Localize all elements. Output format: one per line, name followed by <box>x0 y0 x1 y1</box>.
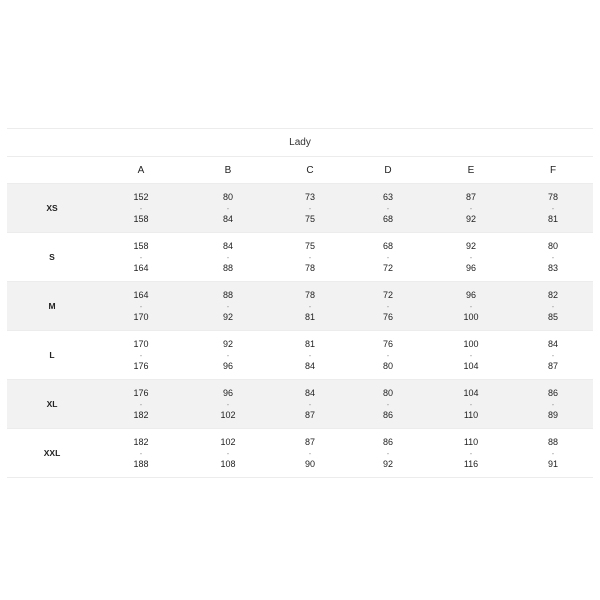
range-separator: - <box>139 204 143 213</box>
measurement-range-cell <box>533 241 573 274</box>
range-separator: - <box>308 449 312 458</box>
range-separator: - <box>551 351 555 360</box>
range-min: 80 <box>547 241 558 251</box>
range-separator: - <box>469 253 473 262</box>
table-title-row <box>7 128 593 157</box>
range-min: 104 <box>463 388 479 398</box>
range-min: 164 <box>133 290 149 300</box>
range-separator: - <box>226 204 230 213</box>
range-separator: - <box>139 253 143 262</box>
column-header-b: B <box>224 165 232 176</box>
column-header-e: E <box>467 165 475 176</box>
range-min: 92 <box>465 241 476 251</box>
measurement-range-cell <box>121 437 161 470</box>
range-max: 85 <box>547 312 558 322</box>
range-max: 92 <box>382 459 393 469</box>
range-min: 86 <box>547 388 558 398</box>
size-label: XL <box>46 399 58 409</box>
range-min: 87 <box>465 192 476 202</box>
range-separator: - <box>226 302 230 311</box>
range-max: 75 <box>304 214 315 224</box>
measurement-range-cell <box>533 437 573 470</box>
range-separator: - <box>226 253 230 262</box>
size-label: XXL <box>43 448 61 458</box>
range-max: 90 <box>304 459 315 469</box>
column-header-row <box>7 157 593 184</box>
range-separator: - <box>386 449 390 458</box>
range-max: 158 <box>133 214 149 224</box>
size-label: XS <box>46 203 58 213</box>
range-min: 92 <box>222 339 233 349</box>
range-max: 92 <box>465 214 476 224</box>
range-min: 88 <box>222 290 233 300</box>
range-max: 81 <box>547 214 558 224</box>
range-max: 86 <box>382 410 393 420</box>
range-separator: - <box>226 449 230 458</box>
range-min: 81 <box>304 339 315 349</box>
range-max: 188 <box>133 459 149 469</box>
measurement-range-cell <box>290 192 330 225</box>
measurement-range-cell <box>368 192 408 225</box>
range-min: 84 <box>547 339 558 349</box>
range-min: 63 <box>382 192 393 202</box>
range-max: 91 <box>547 459 558 469</box>
range-separator: - <box>551 253 555 262</box>
range-max: 96 <box>465 263 476 273</box>
size-label: S <box>49 252 55 262</box>
size-label: M <box>48 301 56 311</box>
range-min: 176 <box>133 388 149 398</box>
measurement-range-cell <box>290 388 330 421</box>
range-max: 104 <box>463 361 479 371</box>
range-max: 92 <box>222 312 233 322</box>
column-header-d: D <box>384 165 392 176</box>
table-body <box>7 184 593 478</box>
measurement-range-cell <box>208 192 248 225</box>
range-separator: - <box>386 253 390 262</box>
measurement-range-cell <box>533 388 573 421</box>
range-max: 87 <box>547 361 558 371</box>
measurement-range-cell <box>121 290 161 323</box>
range-separator: - <box>226 400 230 409</box>
size-chart-table <box>7 128 593 478</box>
range-separator: - <box>551 204 555 213</box>
range-separator: - <box>469 449 473 458</box>
range-max: 81 <box>304 312 315 322</box>
table-row <box>7 331 593 380</box>
measurement-range-cell <box>290 339 330 372</box>
measurement-range-cell <box>368 437 408 470</box>
range-separator: - <box>308 351 312 360</box>
measurement-range-cell <box>533 192 573 225</box>
measurement-range-cell <box>290 437 330 470</box>
column-header-a: A <box>137 165 145 176</box>
range-max: 176 <box>133 361 149 371</box>
range-max: 110 <box>463 410 479 420</box>
measurement-range-cell <box>451 437 491 470</box>
range-min: 84 <box>222 241 233 251</box>
range-min: 76 <box>382 339 393 349</box>
measurement-range-cell <box>121 241 161 274</box>
table-row <box>7 184 593 233</box>
measurement-range-cell <box>451 388 491 421</box>
range-separator: - <box>551 449 555 458</box>
range-max: 170 <box>133 312 149 322</box>
range-max: 84 <box>304 361 315 371</box>
range-max: 68 <box>382 214 393 224</box>
range-min: 96 <box>465 290 476 300</box>
range-max: 84 <box>222 214 233 224</box>
range-max: 182 <box>133 410 149 420</box>
range-max: 102 <box>220 410 236 420</box>
measurement-range-cell <box>121 339 161 372</box>
range-separator: - <box>386 302 390 311</box>
range-min: 80 <box>382 388 393 398</box>
measurement-range-cell <box>368 290 408 323</box>
table-title: Lady <box>289 137 311 148</box>
measurement-range-cell <box>290 290 330 323</box>
range-max: 83 <box>547 263 558 273</box>
measurement-range-cell <box>451 290 491 323</box>
range-min: 87 <box>304 437 315 447</box>
range-separator: - <box>386 204 390 213</box>
measurement-range-cell <box>368 339 408 372</box>
range-min: 152 <box>133 192 149 202</box>
range-max: 87 <box>304 410 315 420</box>
measurement-range-cell <box>121 388 161 421</box>
measurement-range-cell <box>208 290 248 323</box>
range-separator: - <box>386 351 390 360</box>
range-min: 72 <box>382 290 393 300</box>
range-min: 75 <box>304 241 315 251</box>
column-header-c: C <box>306 165 314 176</box>
measurement-range-cell <box>208 437 248 470</box>
column-header-f: F <box>549 165 557 176</box>
table-row <box>7 233 593 282</box>
measurement-range-cell <box>451 192 491 225</box>
table-row <box>7 429 593 478</box>
range-max: 100 <box>463 312 479 322</box>
measurement-range-cell <box>208 388 248 421</box>
range-max: 88 <box>222 263 233 273</box>
range-min: 78 <box>547 192 558 202</box>
size-label: L <box>49 350 55 360</box>
range-min: 110 <box>463 437 479 447</box>
range-separator: - <box>469 204 473 213</box>
range-separator: - <box>226 351 230 360</box>
range-max: 164 <box>133 263 149 273</box>
range-separator: - <box>308 204 312 213</box>
table-row <box>7 380 593 429</box>
measurement-range-cell <box>368 388 408 421</box>
range-max: 96 <box>222 361 233 371</box>
range-min: 84 <box>304 388 315 398</box>
range-separator: - <box>308 302 312 311</box>
range-separator: - <box>139 449 143 458</box>
range-separator: - <box>139 302 143 311</box>
range-separator: - <box>139 400 143 409</box>
range-max: 116 <box>463 459 479 469</box>
range-max: 108 <box>220 459 236 469</box>
range-min: 96 <box>222 388 233 398</box>
range-min: 82 <box>547 290 558 300</box>
range-min: 102 <box>220 437 236 447</box>
range-max: 72 <box>382 263 393 273</box>
range-separator: - <box>308 400 312 409</box>
range-separator: - <box>386 400 390 409</box>
range-min: 78 <box>304 290 315 300</box>
measurement-range-cell <box>451 241 491 274</box>
range-min: 158 <box>133 241 149 251</box>
range-min: 170 <box>133 339 149 349</box>
range-max: 76 <box>382 312 393 322</box>
range-separator: - <box>551 400 555 409</box>
range-separator: - <box>308 253 312 262</box>
range-separator: - <box>469 302 473 311</box>
measurement-range-cell <box>368 241 408 274</box>
table-row <box>7 282 593 331</box>
measurement-range-cell <box>208 241 248 274</box>
measurement-range-cell <box>208 339 248 372</box>
range-min: 80 <box>222 192 233 202</box>
measurement-range-cell <box>533 290 573 323</box>
range-min: 68 <box>382 241 393 251</box>
range-max: 78 <box>304 263 315 273</box>
measurement-range-cell <box>533 339 573 372</box>
range-min: 182 <box>133 437 149 447</box>
range-min: 86 <box>382 437 393 447</box>
range-max: 89 <box>547 410 558 420</box>
measurement-range-cell <box>290 241 330 274</box>
range-min: 88 <box>547 437 558 447</box>
range-separator: - <box>551 302 555 311</box>
range-min: 100 <box>463 339 479 349</box>
range-max: 80 <box>382 361 393 371</box>
measurement-range-cell <box>451 339 491 372</box>
range-separator: - <box>469 400 473 409</box>
range-separator: - <box>469 351 473 360</box>
measurement-range-cell <box>121 192 161 225</box>
range-min: 73 <box>304 192 315 202</box>
range-separator: - <box>139 351 143 360</box>
